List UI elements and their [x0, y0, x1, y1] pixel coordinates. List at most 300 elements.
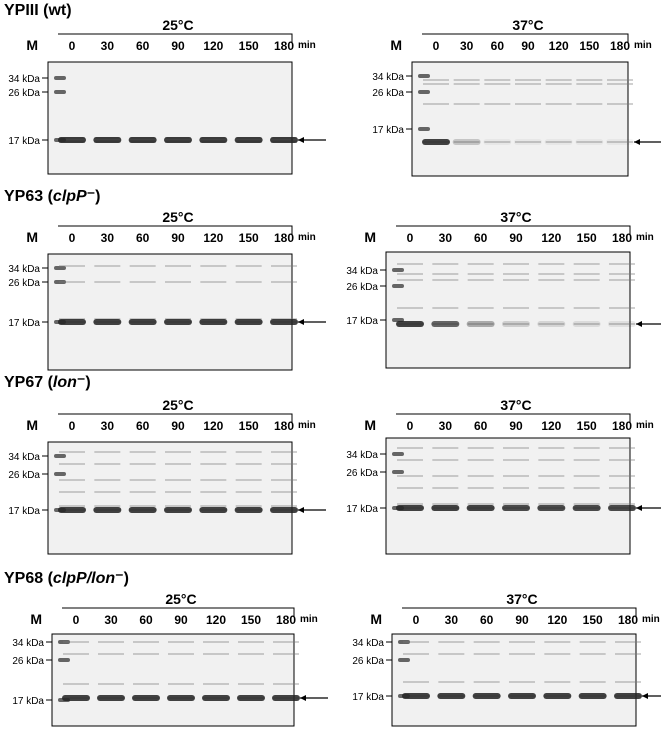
lane-label: 90: [509, 231, 523, 245]
background-band: [574, 459, 600, 461]
lane-label: 60: [473, 419, 488, 433]
background-band: [574, 273, 600, 275]
background-band: [200, 281, 226, 283]
background-band: [168, 683, 194, 685]
target-band: [93, 137, 121, 143]
background-band: [94, 479, 120, 481]
target-band: [514, 139, 542, 145]
background-band: [484, 79, 510, 81]
background-band: [271, 463, 297, 465]
background-band: [538, 273, 564, 275]
background-band: [538, 447, 564, 449]
background-band: [271, 479, 297, 481]
background-band: [515, 79, 541, 81]
target-band: [270, 137, 298, 143]
background-band: [503, 503, 529, 505]
background-band: [538, 279, 564, 281]
lane-label: 30: [104, 613, 118, 627]
background-band: [515, 83, 541, 85]
background-band: [397, 307, 423, 309]
target-band: [132, 695, 160, 701]
background-band: [432, 503, 458, 505]
gel-figure: [0, 398, 330, 548]
lane-label: 60: [473, 231, 488, 245]
background-band: [454, 83, 480, 85]
background-band: [397, 459, 423, 461]
target-band: [606, 139, 634, 145]
lane-label: 0: [406, 231, 414, 245]
lane-label: 60: [135, 39, 150, 53]
background-band: [165, 451, 191, 453]
marker-size-label: 26 kDa: [346, 468, 378, 479]
background-band: [236, 463, 262, 465]
lane-label: 30: [438, 231, 453, 245]
background-band: [98, 683, 124, 685]
target-band: [58, 319, 86, 325]
lane-label: 150: [238, 231, 259, 245]
background-band: [397, 487, 423, 489]
lane-label: 30: [100, 39, 115, 53]
background-band: [474, 641, 500, 643]
background-band: [403, 681, 429, 683]
background-band: [200, 463, 226, 465]
lane-label: 30: [459, 39, 474, 53]
marker-lane-label: M: [390, 37, 402, 53]
marker-band: [392, 470, 404, 474]
gel-figure: [0, 18, 330, 168]
background-band: [538, 487, 564, 489]
background-band: [609, 487, 635, 489]
target-band: [272, 695, 300, 701]
target-band: [575, 139, 603, 145]
temperature-label: 25°C: [162, 397, 194, 413]
gel-figure: [330, 398, 661, 548]
background-band: [236, 491, 262, 493]
background-band: [615, 653, 641, 655]
time-unit-label: min: [298, 420, 316, 431]
marker-lane-label: M: [26, 229, 38, 245]
background-band: [165, 265, 191, 267]
lane-label: 60: [479, 613, 494, 627]
background-band: [607, 83, 633, 85]
background-band: [468, 307, 494, 309]
time-unit-label: min: [298, 40, 316, 51]
target-band: [431, 505, 459, 511]
gel-frame: [386, 252, 630, 368]
background-band: [271, 265, 297, 267]
strain-title-yp68: YP68 (clpP/lon⁻): [4, 570, 129, 587]
background-band: [168, 641, 194, 643]
gel-figure: [0, 592, 330, 730]
lane-label: 0: [68, 231, 76, 245]
target-band: [437, 693, 465, 699]
temperature-label: 37°C: [506, 591, 538, 607]
background-band: [59, 505, 85, 507]
marker-size-label: 26 kDa: [8, 278, 40, 289]
marker-size-label: 26 kDa: [8, 88, 40, 99]
lane-label: 0: [68, 419, 76, 433]
lane-label: 90: [171, 39, 185, 53]
marker-size-label: 17 kDa: [12, 696, 44, 707]
target-arrow-head: [642, 693, 648, 699]
background-band: [503, 263, 529, 265]
background-band: [94, 463, 120, 465]
temperature-label: 25°C: [162, 209, 194, 225]
background-band: [432, 279, 458, 281]
background-band: [59, 451, 85, 453]
target-band: [614, 693, 642, 699]
target-band: [467, 321, 495, 327]
background-band: [432, 447, 458, 449]
lane-label: 60: [490, 39, 505, 53]
time-unit-label: min: [298, 232, 316, 243]
background-band: [468, 279, 494, 281]
gel-panel: [330, 398, 661, 548]
background-band: [438, 681, 464, 683]
background-band: [236, 265, 262, 267]
background-band: [203, 653, 229, 655]
lane-label: 120: [203, 419, 224, 433]
background-band: [544, 641, 570, 643]
target-band: [467, 505, 495, 511]
background-band: [615, 641, 641, 643]
target-band: [453, 139, 481, 145]
gel-panel: [0, 210, 330, 360]
marker-band: [54, 472, 66, 476]
lane-label: 180: [273, 39, 295, 53]
background-band: [474, 653, 500, 655]
marker-lane-label: M: [26, 417, 38, 433]
target-band: [579, 693, 607, 699]
background-band: [574, 475, 600, 477]
background-band: [576, 79, 602, 81]
target-band: [129, 507, 157, 513]
gel-figure: [330, 210, 661, 360]
background-band: [397, 263, 423, 265]
marker-size-label: 17 kDa: [8, 506, 40, 517]
marker-size-label: 17 kDa: [352, 692, 384, 703]
background-band: [397, 447, 423, 449]
marker-size-label: 34 kDa: [346, 266, 378, 277]
target-band: [483, 139, 511, 145]
background-band: [438, 653, 464, 655]
target-band: [97, 695, 125, 701]
lane-label: 120: [203, 39, 224, 53]
lane-label: 120: [205, 613, 227, 627]
background-band: [432, 307, 458, 309]
background-band: [165, 479, 191, 481]
marker-band: [54, 76, 66, 80]
lane-label: 180: [611, 419, 633, 433]
background-band: [94, 505, 120, 507]
time-unit-label: min: [634, 40, 652, 51]
background-band: [609, 279, 635, 281]
marker-size-label: 34 kDa: [372, 72, 404, 83]
background-band: [432, 273, 458, 275]
background-band: [454, 79, 480, 81]
lane-label: 120: [203, 231, 224, 245]
background-band: [403, 653, 429, 655]
target-band: [237, 695, 265, 701]
background-band: [546, 79, 572, 81]
background-band: [271, 451, 297, 453]
gel-panel: [0, 398, 330, 548]
marker-lane-label: M: [30, 611, 42, 627]
background-band: [130, 451, 156, 453]
background-band: [236, 505, 262, 507]
background-band: [94, 265, 120, 267]
target-band: [537, 321, 565, 327]
marker-size-label: 34 kDa: [8, 264, 40, 275]
marker-size-label: 26 kDa: [346, 282, 378, 293]
background-band: [468, 273, 494, 275]
marker-lane-label: M: [370, 611, 382, 627]
gel-figure: [330, 592, 661, 730]
background-band: [130, 479, 156, 481]
target-band: [202, 695, 230, 701]
time-unit-label: min: [642, 614, 660, 625]
target-band: [199, 137, 227, 143]
background-band: [515, 103, 541, 105]
background-band: [63, 683, 89, 685]
temperature-label: 25°C: [165, 591, 197, 607]
background-band: [432, 459, 458, 461]
background-band: [59, 281, 85, 283]
gel-figure: [330, 18, 661, 168]
marker-band: [392, 268, 404, 272]
background-band: [238, 641, 264, 643]
background-band: [130, 505, 156, 507]
target-band: [58, 137, 86, 143]
background-band: [538, 503, 564, 505]
background-band: [503, 459, 529, 461]
background-band: [273, 683, 299, 685]
background-band: [503, 273, 529, 275]
background-band: [397, 279, 423, 281]
background-band: [574, 307, 600, 309]
background-band: [574, 503, 600, 505]
lane-label: 30: [100, 419, 115, 433]
target-band: [573, 321, 601, 327]
background-band: [165, 505, 191, 507]
target-band: [93, 507, 121, 513]
background-band: [59, 463, 85, 465]
target-band: [93, 319, 121, 325]
background-band: [432, 475, 458, 477]
lane-label: 180: [609, 39, 631, 53]
marker-band: [54, 90, 66, 94]
target-band: [396, 321, 424, 327]
marker-size-label: 34 kDa: [352, 638, 384, 649]
target-band: [422, 139, 450, 145]
gel-figure: [0, 210, 330, 360]
background-band: [236, 479, 262, 481]
background-band: [397, 475, 423, 477]
time-unit-label: min: [300, 614, 318, 625]
background-band: [609, 447, 635, 449]
background-band: [546, 103, 572, 105]
background-band: [130, 463, 156, 465]
background-band: [484, 83, 510, 85]
lane-label: 0: [72, 613, 80, 627]
target-band: [502, 321, 530, 327]
marker-lane-label: M: [364, 229, 376, 245]
background-band: [273, 653, 299, 655]
background-band: [503, 279, 529, 281]
target-band: [164, 137, 192, 143]
target-band: [402, 693, 430, 699]
marker-size-label: 34 kDa: [12, 638, 44, 649]
lane-label: 150: [576, 419, 597, 433]
lane-label: 90: [174, 613, 188, 627]
background-band: [544, 653, 570, 655]
background-band: [468, 447, 494, 449]
background-band: [468, 459, 494, 461]
target-band: [608, 321, 636, 327]
temperature-label: 37°C: [500, 209, 532, 225]
lane-label: 90: [171, 231, 185, 245]
strain-title-yp63: YP63 (clpP⁻): [4, 188, 101, 205]
background-band: [438, 641, 464, 643]
target-band: [235, 319, 263, 325]
background-band: [609, 475, 635, 477]
background-band: [271, 281, 297, 283]
lane-label: 150: [579, 39, 600, 53]
lane-label: 120: [541, 419, 562, 433]
marker-size-label: 17 kDa: [346, 504, 378, 515]
marker-band: [58, 658, 70, 662]
target-band: [129, 137, 157, 143]
background-band: [538, 459, 564, 461]
target-band: [62, 695, 90, 701]
background-band: [133, 653, 159, 655]
background-band: [609, 503, 635, 505]
background-band: [59, 479, 85, 481]
background-band: [454, 103, 480, 105]
lane-label: 90: [515, 613, 529, 627]
marker-size-label: 26 kDa: [12, 656, 44, 667]
background-band: [130, 491, 156, 493]
target-band: [573, 505, 601, 511]
background-band: [200, 505, 226, 507]
target-band: [199, 319, 227, 325]
temperature-label: 25°C: [162, 17, 194, 33]
lane-label: 150: [238, 419, 259, 433]
target-band: [167, 695, 195, 701]
marker-size-label: 26 kDa: [8, 470, 40, 481]
background-band: [503, 487, 529, 489]
background-band: [503, 307, 529, 309]
lane-label: 90: [521, 39, 535, 53]
target-band: [235, 507, 263, 513]
marker-band: [418, 127, 430, 131]
background-band: [609, 307, 635, 309]
lane-label: 150: [582, 613, 603, 627]
background-band: [503, 475, 529, 477]
background-band: [236, 451, 262, 453]
background-band: [236, 281, 262, 283]
lane-label: 0: [412, 613, 420, 627]
background-band: [468, 503, 494, 505]
marker-size-label: 17 kDa: [8, 136, 40, 147]
strain-title-yp67: YP67 (lon⁻): [4, 374, 91, 391]
background-band: [615, 681, 641, 683]
target-band: [199, 507, 227, 513]
background-band: [59, 491, 85, 493]
marker-size-label: 34 kDa: [346, 450, 378, 461]
lane-label: 0: [432, 39, 440, 53]
marker-band: [398, 658, 410, 662]
gel-panel: [330, 592, 661, 730]
background-band: [200, 479, 226, 481]
target-band: [164, 507, 192, 513]
background-band: [203, 683, 229, 685]
target-band: [537, 505, 565, 511]
background-band: [403, 641, 429, 643]
target-arrow-head: [636, 505, 642, 511]
marker-size-label: 17 kDa: [372, 125, 404, 136]
background-band: [94, 451, 120, 453]
gel-panel: [330, 18, 661, 168]
gel-frame: [48, 62, 292, 174]
lane-label: 120: [541, 231, 562, 245]
background-band: [271, 491, 297, 493]
lane-label: 30: [444, 613, 459, 627]
background-band: [200, 491, 226, 493]
target-arrow-head: [634, 139, 640, 145]
time-unit-label: min: [636, 420, 654, 431]
background-band: [576, 83, 602, 85]
lane-label: 180: [617, 613, 639, 627]
background-band: [574, 263, 600, 265]
marker-size-label: 17 kDa: [346, 316, 378, 327]
background-band: [98, 653, 124, 655]
lane-label: 180: [273, 419, 295, 433]
lane-label: 0: [68, 39, 76, 53]
lane-label: 60: [135, 419, 150, 433]
marker-lane-label: M: [364, 417, 376, 433]
background-band: [397, 503, 423, 505]
background-band: [580, 653, 606, 655]
target-band: [270, 507, 298, 513]
background-band: [98, 641, 124, 643]
target-band: [608, 505, 636, 511]
background-band: [59, 265, 85, 267]
background-band: [509, 641, 535, 643]
background-band: [165, 281, 191, 283]
background-band: [273, 641, 299, 643]
gel-frame: [386, 438, 630, 554]
background-band: [238, 653, 264, 655]
temperature-label: 37°C: [500, 397, 532, 413]
background-band: [133, 683, 159, 685]
background-band: [423, 79, 449, 81]
target-band: [502, 505, 530, 511]
target-band: [396, 505, 424, 511]
marker-band: [54, 454, 66, 458]
background-band: [271, 505, 297, 507]
marker-size-label: 34 kDa: [8, 452, 40, 463]
background-band: [538, 475, 564, 477]
background-band: [538, 263, 564, 265]
background-band: [607, 103, 633, 105]
marker-band: [418, 74, 430, 78]
lane-label: 60: [139, 613, 153, 627]
background-band: [130, 265, 156, 267]
gel-frame: [48, 254, 292, 370]
background-band: [432, 263, 458, 265]
background-band: [574, 447, 600, 449]
